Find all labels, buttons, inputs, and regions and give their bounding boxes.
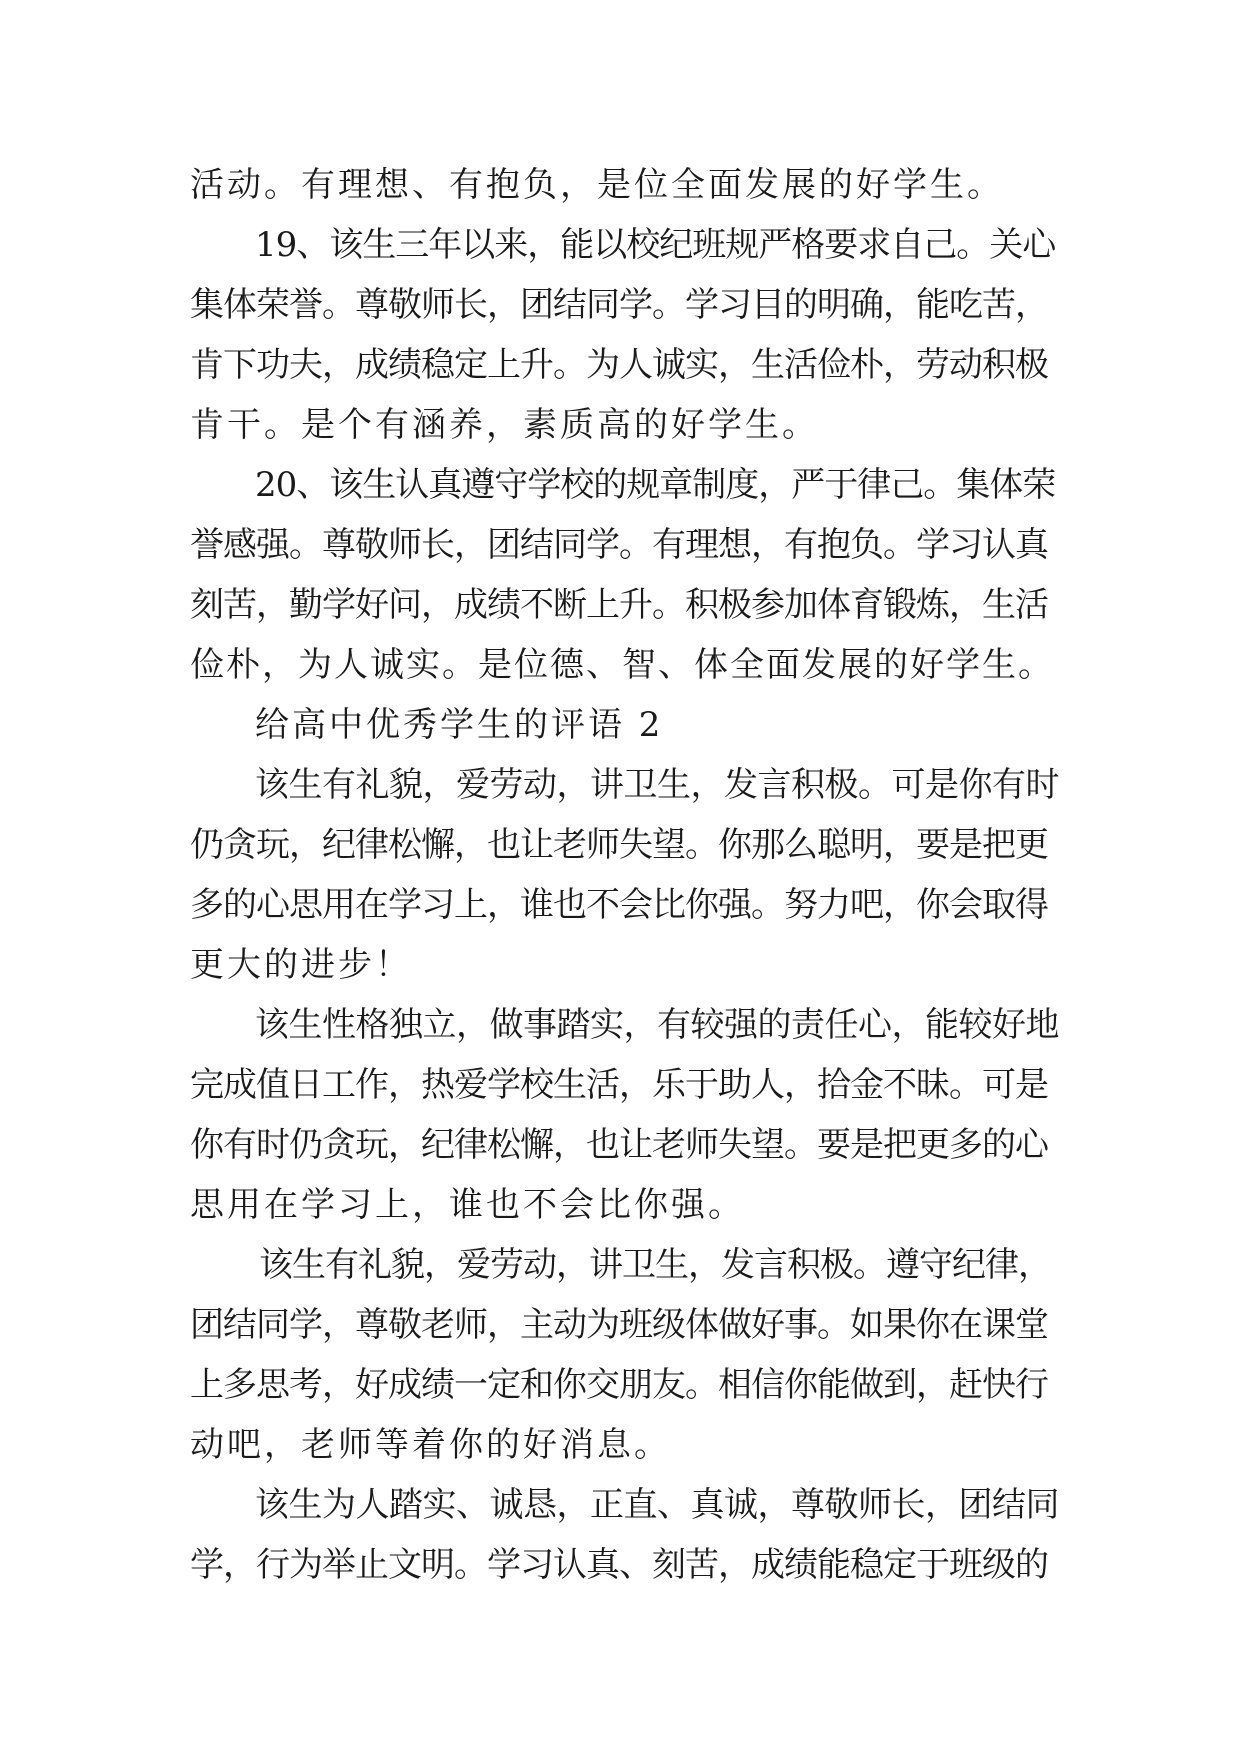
text-line: 团结同学，尊敬老师，主动为班级体做好事。如果你在课堂 [190,1305,1048,1345]
text-line: 肯干。是个有涵养，素质高的好学生。 [190,405,819,445]
text-line: 动吧，老师等着你的好消息。 [190,1425,671,1465]
text-line: 19、该生三年以来，能以校纪班规严格要求自己。关心 [255,225,1056,265]
text-line: 集体荣誉。尊敬师长，团结同学。学习目的明确，能吃苦， [190,285,1048,325]
section-heading: 给高中优秀学生的评语 2 [255,705,664,745]
text-line: 誉感强。尊敬师长，团结同学。有理想，有抱负。学习认真 [190,525,1048,565]
text-line: 你有时仍贪玩，纪律松懈，也让老师失望。要是把更多的心 [190,1125,1048,1165]
text-line: 该生性格独立，做事踏实，有较强的责任心，能较好地 [255,1005,1059,1045]
text-line: 学，行为举止文明。学习认真、刻苦，成绩能稳定于班级的 [190,1545,1048,1585]
text-line: 肯下功夫，成绩稳定上升。为人诚实，生活俭朴，劳动积极 [190,345,1048,385]
text-line: 上多思考，好成绩一定和你交朋友。相信你能做到，赶快行 [190,1365,1048,1405]
text-line: 该生有礼貌，爱劳动，讲卫生，发言积极。可是你有时 [255,765,1059,805]
text-line: 20、该生认真遵守学校的规章制度，严于律己。集体荣 [255,465,1056,505]
text-line: 该生有礼貌，爱劳动，讲卫生，发言积极。遵守纪律， [259,1245,1051,1285]
text-line: 多的心思用在学习上，谁也不会比你强。努力吧，你会取得 [190,885,1048,925]
text-line: 更大的进步！ [190,945,412,985]
text-line: 活动。有理想、有抱负，是位全面发展的好学生。 [190,165,1004,205]
text-line: 完成值日工作，热爱学校生活，乐于助人，拾金不昧。可是 [190,1065,1048,1105]
text-line: 该生为人踏实、诚恳，正直、真诚，尊敬师长，团结同 [255,1485,1059,1525]
text-line: 刻苦，勤学好问，成绩不断上升。积极参加体育锻炼，生活 [190,585,1048,625]
text-line: 俭朴，为人诚实。是位德、智、体全面发展的好学生。 [190,645,1054,685]
text-line: 仍贪玩，纪律松懈，也让老师失望。你那么聪明，要是把更 [190,825,1048,865]
text-line: 思用在学习上，谁也不会比你强。 [190,1185,745,1225]
